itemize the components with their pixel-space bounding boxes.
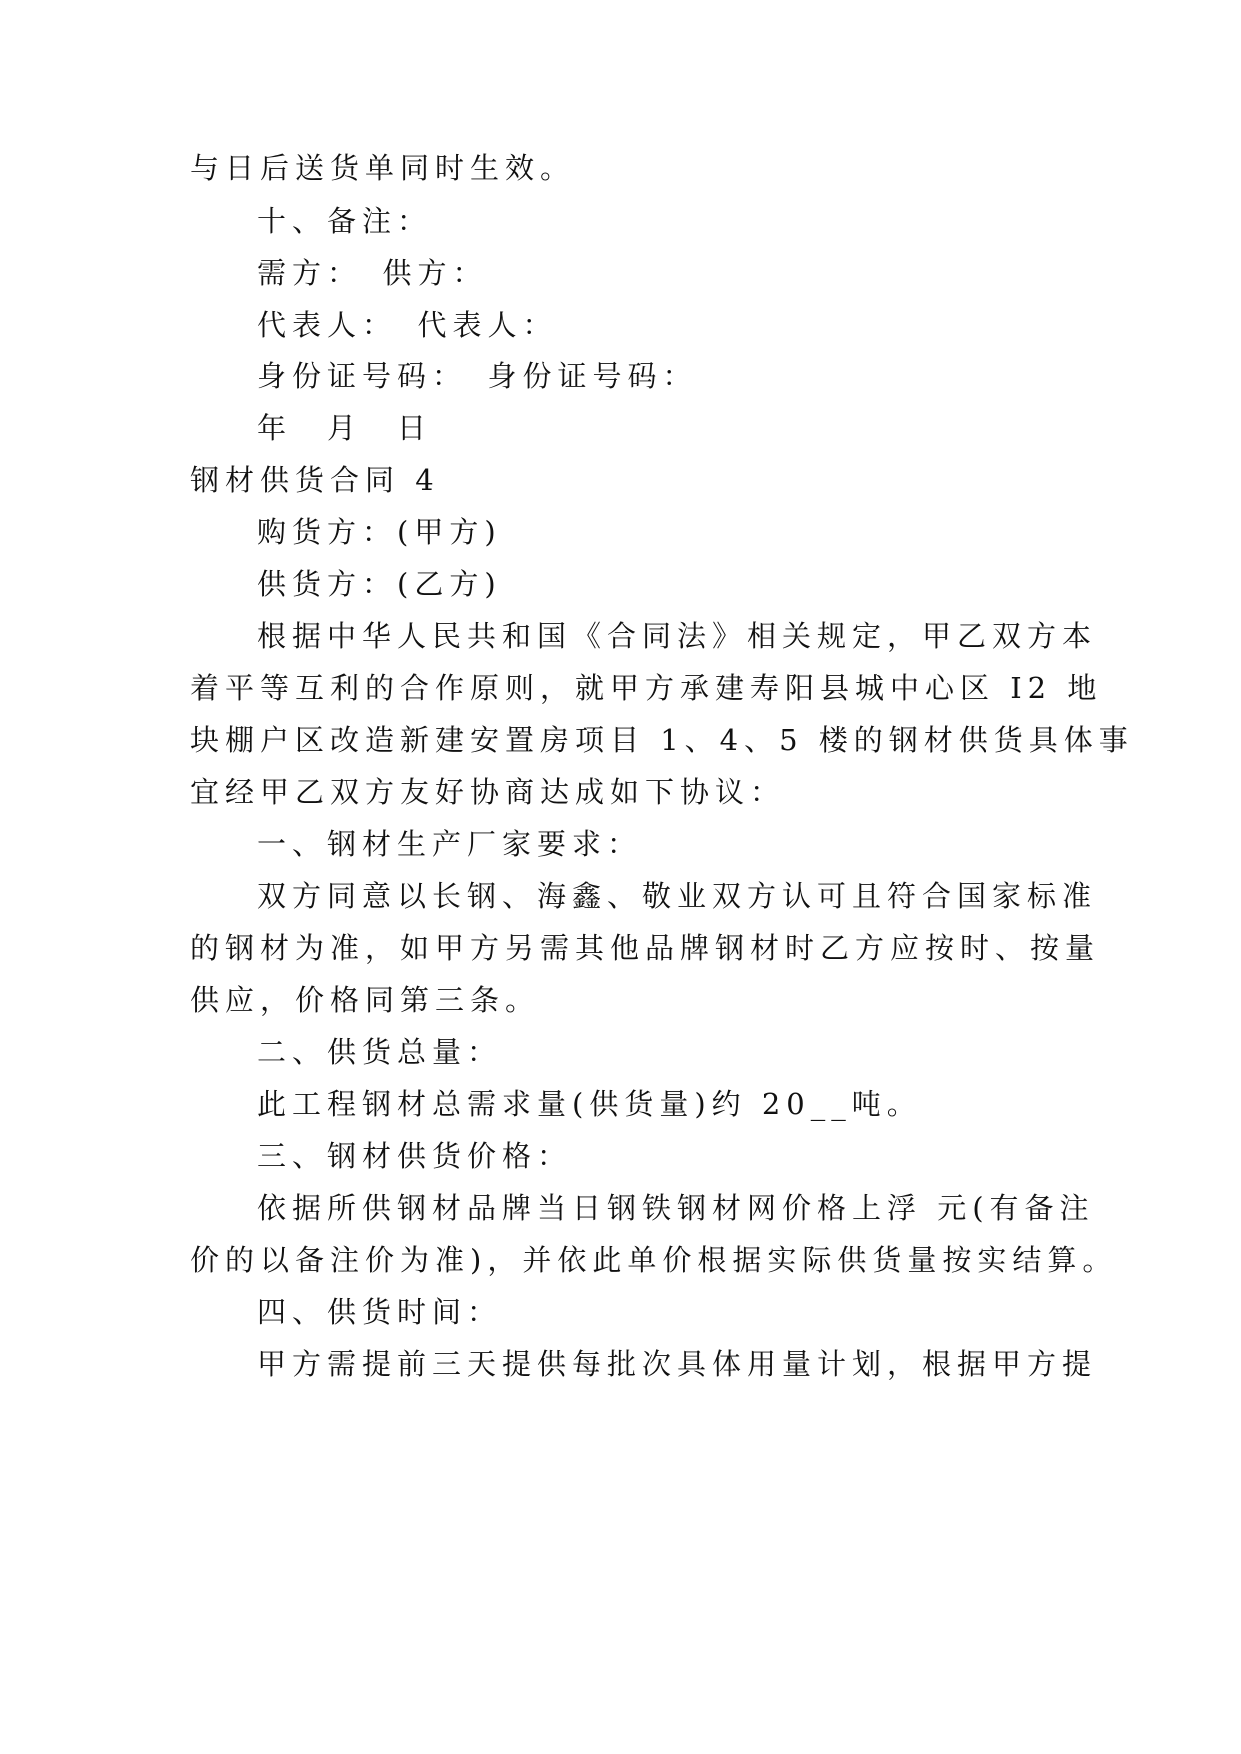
section-heading-manufacturer: 一、钢材生产厂家要求： [257, 827, 643, 861]
body-text-line: 依据所供钢材品牌当日钢铁钢材网价格上浮 元(有备注 [257, 1191, 1095, 1225]
body-text-line: 根据中华人民共和国《合同法》相关规定，甲乙双方本 [257, 619, 1098, 653]
body-text-line: 双方同意以长钢、海鑫、敬业双方认可且符合国家标准 [257, 879, 1098, 913]
body-text-line: 与日后送货单同时生效。 [190, 151, 576, 185]
body-text-line: 供应，价格同第三条。 [190, 983, 541, 1017]
body-text-line: 着平等互利的合作原则，就甲方承建寿阳县城中心区 I2 地 [190, 671, 1103, 705]
body-text-line: 宜经甲乙双方友好协商达成如下协议： [190, 775, 786, 809]
signature-id-number-line: 身份证号码： 身份证号码： [257, 359, 698, 393]
signature-date-line: 年 月 日 [257, 411, 433, 445]
buyer-party-line: 购货方：(甲方) [257, 515, 502, 549]
section-heading-price: 三、钢材供货价格： [257, 1139, 573, 1173]
body-text-line: 此工程钢材总需求量(供货量)约 20__吨。 [257, 1087, 922, 1121]
signature-parties-line: 需方： 供方： [257, 256, 488, 290]
body-text-line: 块棚户区改造新建安置房项目 1、4、5 楼的钢材供货具体事 [190, 723, 1134, 757]
body-text-line: 甲方需提前三天提供每批次具体用量计划，根据甲方提 [257, 1347, 1098, 1381]
contract-title: 钢材供货合同 4 [190, 463, 440, 497]
body-text-line: 价的以备注价为准)，并依此单价根据实际供货量按实结算。 [190, 1243, 1118, 1277]
supplier-party-line: 供货方：(乙方) [257, 567, 502, 601]
section-heading-delivery-time: 四、供货时间： [257, 1295, 503, 1329]
signature-representatives-line: 代表人： 代表人： [257, 308, 558, 342]
section-heading-total-quantity: 二、供货总量： [257, 1035, 503, 1069]
body-text-line: 的钢材为准，如甲方另需其他品牌钢材时乙方应按时、按量 [190, 931, 1101, 965]
section-heading-remarks: 十、备注： [257, 204, 433, 238]
